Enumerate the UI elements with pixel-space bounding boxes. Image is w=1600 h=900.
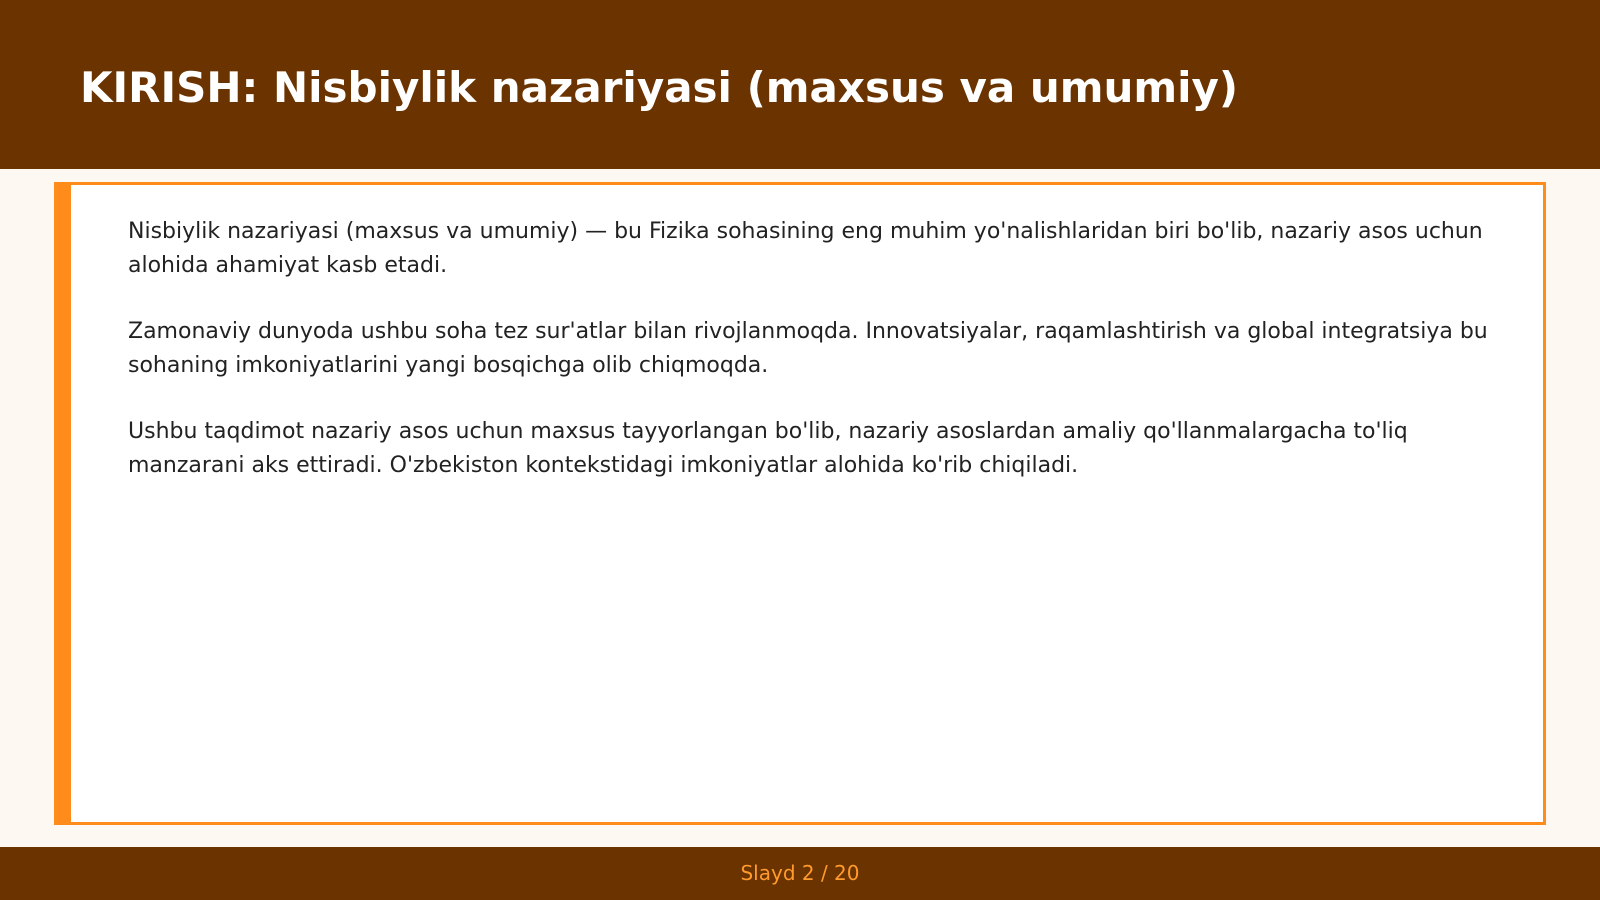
content-card xyxy=(54,182,1546,825)
paragraph-modern-world: Zamonaviy dunyoda ushbu soha tez sur'atlar bilan rivojlanmoqda. Innovatsiyalar, raqamlashtirish va global integratsiya bu sohaning imkoniyatlarini yangi bosqichga olib chiqmoqda. xyxy=(128,319,1488,378)
paragraph-presentation-purpose: Ushbu taqdimot nazariy asos uchun maxsus tayyorlangan bo'lib, nazariy asoslardan amaliy qo'llanmalargacha to'liq manzarani aks ettiradi. O'zbekiston kontekstidagi imkoniyatlar alohida ko'rib chiqiladi. xyxy=(128,419,1408,478)
slide-counter: Slayd 2 / 20 xyxy=(740,861,860,885)
slide-title: KIRISH: Nisbiylik nazariyasi (maxsus va umumiy) xyxy=(80,63,1239,112)
slide-footer xyxy=(0,847,1600,900)
paragraph-intro: Nisbiylik nazariyasi (maxsus va umumiy) — bu Fizika sohasining eng muhim yo'nalishlaridan biri bo'lib, nazariy asos uchun alohida ahamiyat kasb etadi. xyxy=(128,219,1483,278)
slide-header xyxy=(0,0,1600,169)
